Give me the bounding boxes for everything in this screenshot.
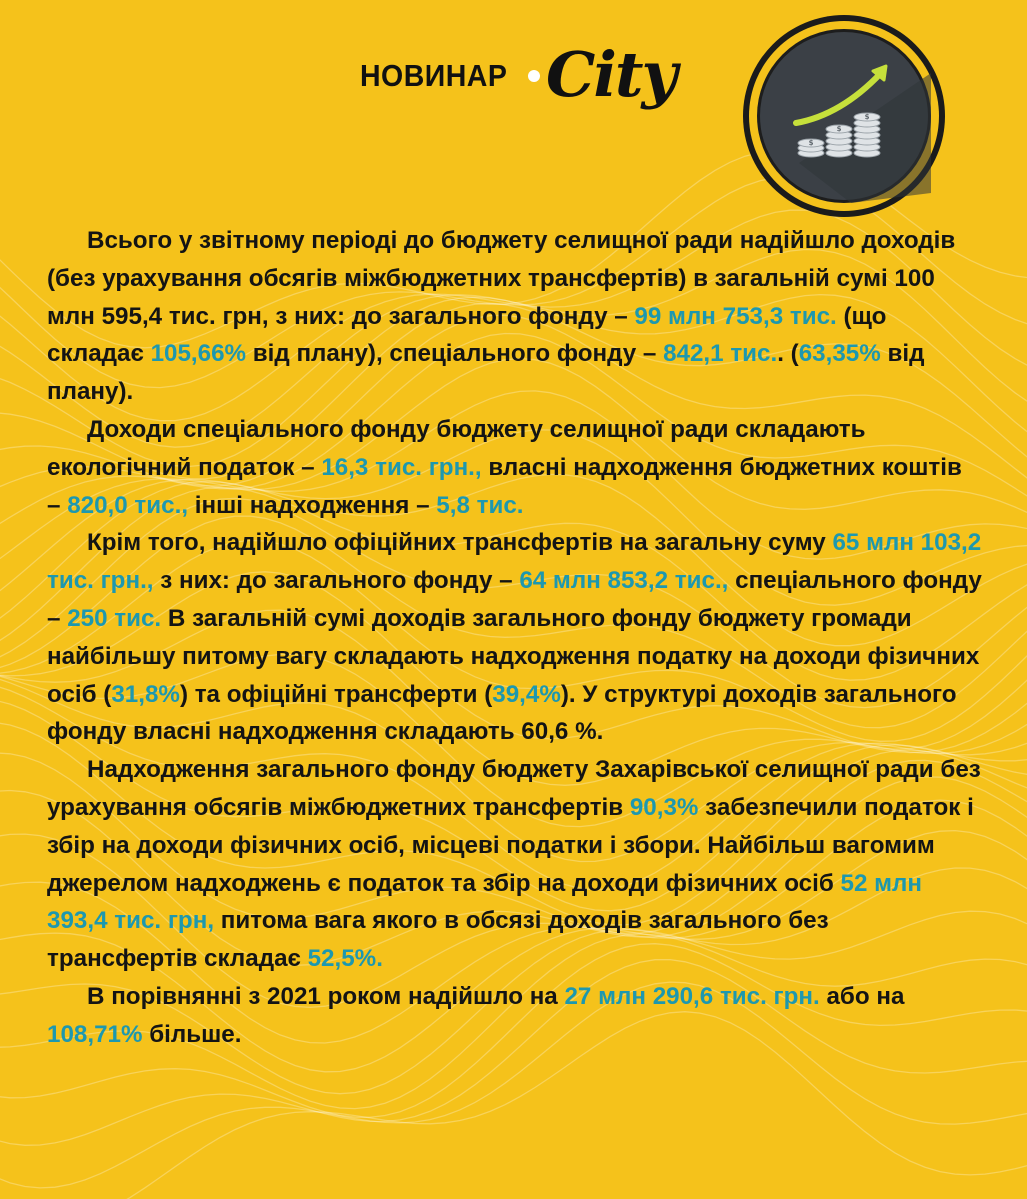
highlighted-figure: 63,35% bbox=[798, 340, 881, 368]
text-segment: В загальній сумі доходів загального фонду бюджету громади найбільшу питому вагу складають надходження податку на доходи фізичних осіб ( bbox=[47, 604, 980, 708]
paragraph-3 bbox=[47, 524, 982, 751]
text-segment: забезпечили податок і збір на доходи фізичних осіб, місцеві податки і збори. Найбільш вагомим джерелом надходжень є податок та збір на доходи фізичних осіб bbox=[47, 793, 974, 897]
highlighted-figure: 99 млн 753,3 тис. bbox=[634, 302, 837, 330]
highlighted-figure: 27 млн 290,6 тис. грн. bbox=[564, 982, 820, 1010]
highlighted-figure: 52 млн 393,4 тис. грн, bbox=[47, 869, 923, 935]
logo-city-script: City bbox=[546, 38, 676, 111]
paragraph-1 bbox=[47, 222, 982, 411]
text-segment: питома вага якого в обсязі доходів загального без трансфертів складає bbox=[47, 907, 829, 973]
paragraph-2 bbox=[47, 411, 982, 524]
logo-wordmark: НОВИНАР bbox=[360, 58, 508, 93]
text-segment: від плану), спеціального фонду – bbox=[246, 340, 664, 368]
money-growth-icon bbox=[741, 13, 947, 219]
article-body bbox=[47, 222, 982, 1054]
paragraph-4 bbox=[47, 751, 982, 978]
highlighted-figure: 108,71% bbox=[47, 1020, 143, 1048]
logo-dot bbox=[528, 70, 540, 82]
highlighted-figure: 90,3% bbox=[629, 793, 699, 821]
text-segment: Крім того, надійшло офіційних трансфертів на загальну суму bbox=[87, 529, 833, 557]
text-segment: ) та офіційні трансферти ( bbox=[179, 680, 493, 708]
highlighted-figure: 39,4% bbox=[492, 680, 561, 708]
text-segment: з них: до загального фонду – bbox=[153, 567, 520, 595]
text-segment: Надходження загального фонду бюджету Захарівської селищної ради без урахування обсягів міжбюджетних трансфертів bbox=[47, 756, 981, 821]
highlighted-figure: 250 тис. bbox=[67, 604, 162, 632]
text-segment: більше. bbox=[142, 1020, 242, 1048]
highlighted-figure: 16,3 тис. грн., bbox=[321, 453, 482, 481]
text-segment: інші надходження – bbox=[188, 491, 437, 519]
highlighted-figure: 820,0 тис., bbox=[67, 491, 189, 519]
text-segment: власні надходження бюджетних коштів – bbox=[47, 453, 962, 519]
svg-text:$: $ bbox=[864, 113, 870, 121]
text-segment: ). У структурі доходів загального фонду власні надходження складають 60,6 %. bbox=[47, 680, 957, 746]
highlighted-figure: 52,5%. bbox=[307, 945, 383, 973]
text-segment: або на bbox=[819, 982, 905, 1010]
text-segment: В порівнянні з 2021 роком надійшло на bbox=[87, 982, 565, 1010]
svg-text:$: $ bbox=[808, 139, 814, 147]
text-segment: спеціального фонду – bbox=[47, 567, 982, 632]
svg-text:$: $ bbox=[836, 125, 842, 133]
highlighted-figure: 65 млн 103,2 тис. грн., bbox=[47, 529, 982, 595]
highlighted-figure: 105,66% bbox=[150, 340, 247, 368]
paragraph-5 bbox=[47, 978, 982, 1054]
highlighted-figure: 64 млн 853,2 тис., bbox=[519, 567, 729, 595]
text-segment: від плану). bbox=[47, 340, 925, 406]
text-segment: . ( bbox=[777, 340, 799, 368]
text-segment: Доходи спеціального фонду бюджету селищної ради складають екологічний податок – bbox=[47, 415, 866, 481]
highlighted-figure: 842,1 тис. bbox=[663, 340, 778, 368]
novynar-city-logo[interactable] bbox=[360, 40, 680, 120]
text-segment: (що складає bbox=[47, 302, 887, 368]
highlighted-figure: 31,8% bbox=[111, 680, 180, 708]
text-segment: Всього у звітному періоді до бюджету селищної ради надійшло доходів (без урахування обсягів міжбюджетних трансфертів) в загальній сумі 100 млн 595,4 тис. грн, з них: до загального фонду – bbox=[47, 227, 956, 330]
highlighted-figure: 5,8 тис. bbox=[436, 491, 524, 519]
